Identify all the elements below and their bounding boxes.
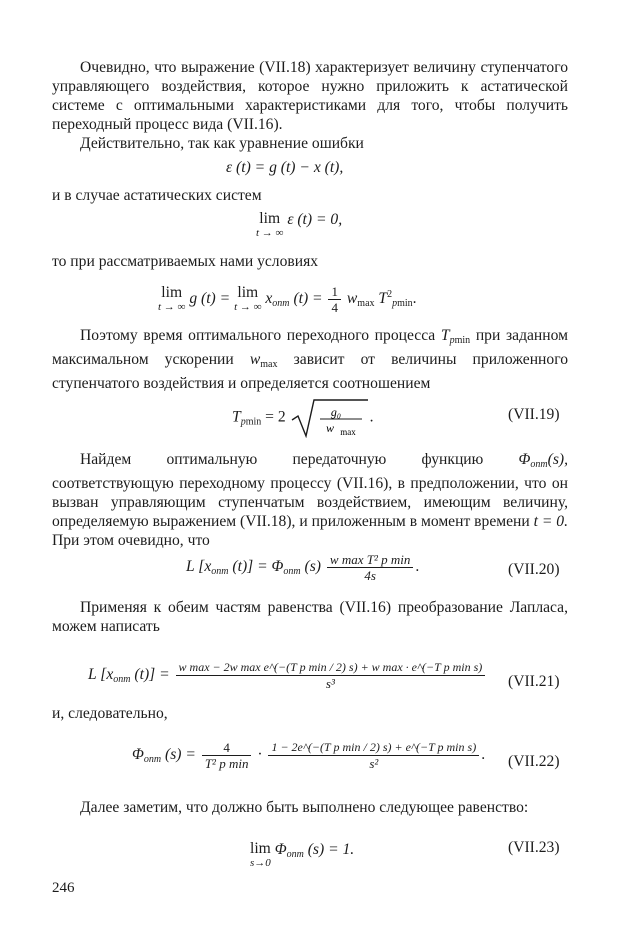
equation-number-21: (VII.21) bbox=[508, 673, 560, 690]
paragraph-9: Далее заметим, что должно быть выполнено следующее равенство: bbox=[80, 799, 529, 816]
equation-limit-g: lim t → ∞ g (t) = lim t → ∞ $x_{опт}$ (t) = $\frac{1}{4}$ $w_{max}$ $T^2_{pmin}$. bbox=[158, 284, 417, 315]
equation-phi-opt: $\Phi_{опт}$ (s) = $\frac{4}{\text{T² p min}}$ · $\frac{\text{1 − 2e\textasciicircum{}(−(T p min / 2) s) + e\textasciicircum{}(−T p min s)}}{\text{s²}}$ . bbox=[132, 740, 486, 771]
equation-number-20: (VII.20) bbox=[508, 561, 560, 578]
equation-number-22: (VII.22) bbox=[508, 753, 560, 770]
equation-error: ε (t) = g (t) − x (t), bbox=[226, 159, 344, 176]
paragraph-3-text: и в случае астатических систем bbox=[52, 187, 262, 204]
paragraph-1-text: Очевидно, что выражение (VII.18) характеризует величину ступенчатого управляющего воздействия, которое нужно приложить к астатической системе с оптимальными характеристиками для того, чтобы получить переходный процесс вида (VII.16). bbox=[52, 59, 568, 133]
paragraph-3 bbox=[52, 186, 568, 205]
equation-limit-error: lim t → ∞ ε (t) = 0, bbox=[256, 210, 343, 239]
paragraph-1 bbox=[52, 58, 568, 134]
equation-limit-phi: lim s→0 $\Phi_{опт}$ (s) = 1. bbox=[250, 840, 355, 869]
paragraph-4-text: то при рассматриваемых нами условиях bbox=[52, 253, 319, 270]
paragraph-2-text: Действительно, так как уравнение ошибки bbox=[80, 135, 364, 152]
equation-laplace-x: L [$x_{опт}$ (t)] = $\frac{\text{w max − 2w max e\textasciicircum{}(−(T p min / 2) s) + w max · e\textasciicircum{}(−T p min s)}}{\text{s³}}$ bbox=[88, 660, 487, 691]
svg-text:g₀: g₀ bbox=[330, 405, 341, 419]
paragraph-5: Поэтому время оптимального переходного процесса $T_{pmin}$ при заданном максимальном ускорении $w_{max}$ зависит от величины приложенного ступенчатого воздействия и определяется соотношением bbox=[52, 327, 569, 392]
sqrt-sign bbox=[290, 398, 370, 438]
paragraph-4 bbox=[52, 252, 568, 271]
paragraph-2 bbox=[52, 134, 568, 153]
page-number: 246 bbox=[52, 880, 75, 896]
paragraph-8: и, следовательно, bbox=[52, 705, 168, 722]
svg-text:max: max bbox=[339, 427, 356, 437]
equation-number-19: (VII.19) bbox=[508, 406, 560, 423]
equation-number-23: (VII.23) bbox=[508, 839, 560, 856]
svg-text:w: w bbox=[325, 421, 334, 435]
paragraph-7: Применяя к обеим частям равенства (VII.16) преобразование Лапласа, можем написать bbox=[52, 599, 568, 635]
equation-tpmin: $T_{pmin} = 2$ g₀ w max . bbox=[232, 398, 373, 438]
equation-laplace-phi: L [$x_{опт}$ $(t)] = \Phi_{опт}$ (s) $\frac{\text{w max T² p min}}{4s}$ . bbox=[186, 552, 420, 583]
paragraph-6: Найдем оптимальную передаточную функцию $\Phi_{опт}(s)$, соответствующую переходному процессу (VII.16), в предположении, что он вызван управляющим ступенчатым воздействием, имеющим величину, определяемую выражением (VII.18), и приложенным в момент времени t = 0. При этом очевидно, что bbox=[52, 451, 568, 549]
